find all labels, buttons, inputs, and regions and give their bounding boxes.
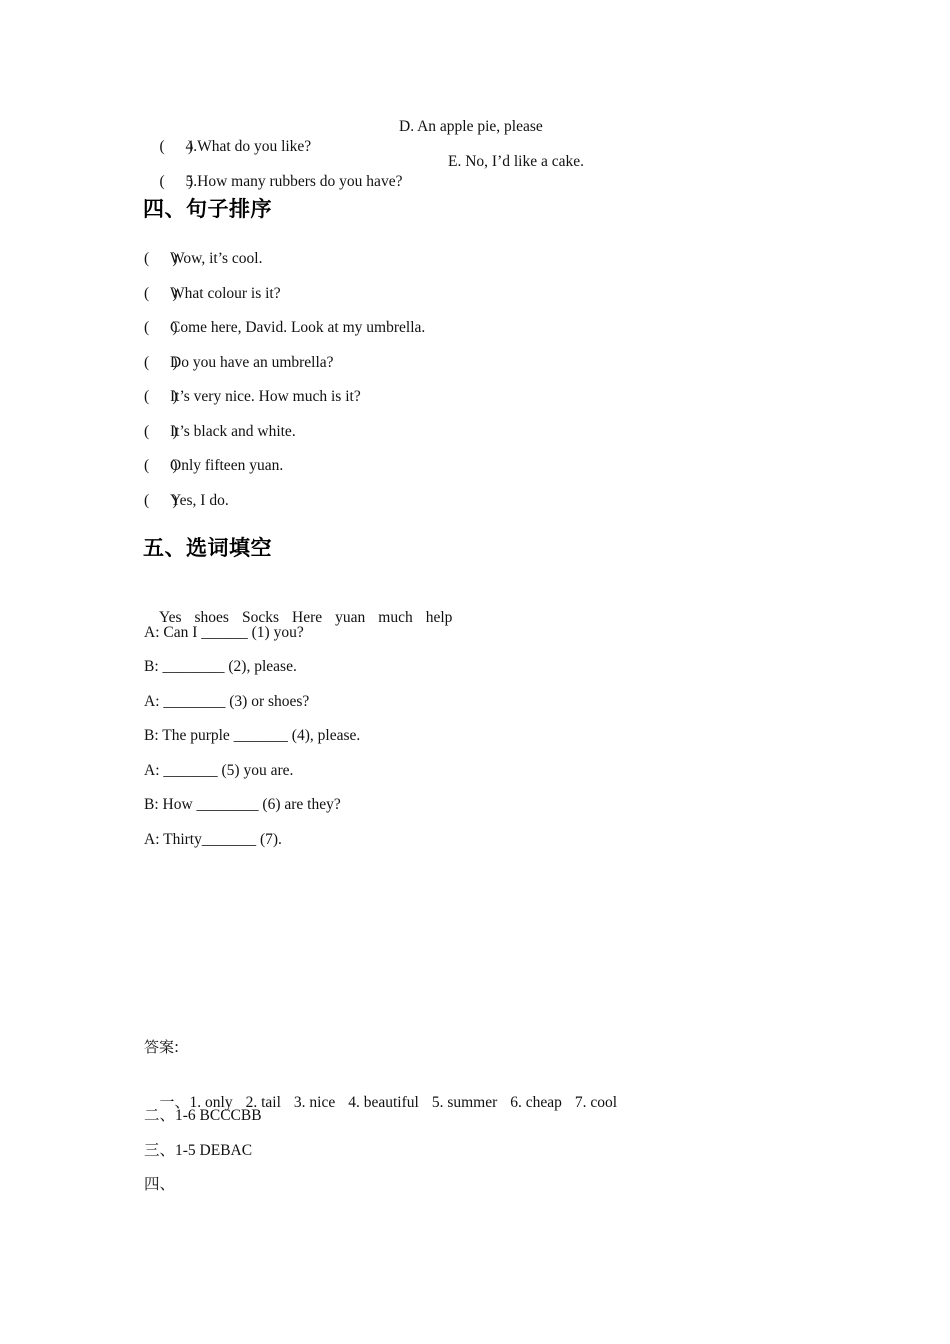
answer-paren: ( ) bbox=[144, 388, 178, 405]
answer-paren: ( ) bbox=[159, 173, 194, 190]
answer-paren: ( ) bbox=[144, 492, 178, 509]
answers-section4: 四、 bbox=[144, 1176, 176, 1193]
answer-paren: ( ) bbox=[144, 457, 178, 474]
answer-item: 4. beautiful bbox=[348, 1094, 419, 1111]
dialogue-line: A: ________ (3) or shoes? bbox=[144, 693, 310, 710]
dialogue-line: B: How ________ (6) are they? bbox=[144, 796, 341, 813]
word-bank-word: Here bbox=[292, 609, 323, 626]
answer-item: 7. cool bbox=[574, 1094, 618, 1111]
answer-item: 3. nice bbox=[293, 1094, 336, 1111]
answer-paren: ( ) bbox=[144, 319, 178, 336]
ordering-sentence: What colour is it? bbox=[170, 285, 281, 302]
ordering-sentence: It’s very nice. How much is it? bbox=[170, 388, 361, 405]
answer-item: 5. summer bbox=[431, 1094, 498, 1111]
answer-item: 6. cheap bbox=[510, 1094, 562, 1111]
ordering-item bbox=[144, 456, 283, 476]
ordering-item bbox=[144, 491, 229, 511]
answers-section2: 二、1-6 BCCCBB bbox=[144, 1107, 262, 1124]
ordering-sentence: It’s black and white. bbox=[170, 423, 296, 440]
dialogue-line: A: _______ (5) you are. bbox=[144, 762, 294, 779]
ordering-sentence: Wow, it’s cool. bbox=[170, 250, 263, 267]
ordering-sentence: Yes, I do. bbox=[170, 492, 229, 509]
dialogue-line: A: Thirty_______ (7). bbox=[144, 831, 282, 848]
word-bank-word: Yes bbox=[158, 609, 182, 626]
word-bank-word: Socks bbox=[241, 609, 279, 626]
ordering-sentence: Only fifteen yuan. bbox=[170, 457, 284, 474]
section4-title: 四、句子排序 bbox=[143, 197, 272, 221]
answer-item: 2. tail bbox=[245, 1094, 281, 1111]
answer-item: 1. only bbox=[189, 1094, 233, 1111]
ordering-item bbox=[144, 249, 262, 269]
answer-paren: ( ) bbox=[144, 285, 178, 302]
matching-option-d: D. An apple pie, please bbox=[399, 118, 543, 135]
ordering-item bbox=[144, 318, 425, 338]
answers-label: 答案: bbox=[144, 1038, 180, 1056]
matching-option-e: E. No, I’d like a cake. bbox=[448, 153, 584, 170]
word-bank-word: help bbox=[425, 609, 453, 626]
word-bank-word: shoes bbox=[194, 609, 229, 626]
answer-paren: ( ) bbox=[144, 354, 178, 371]
ordering-sentence: Come here, David. Look at my umbrella. bbox=[170, 319, 426, 336]
word-bank-word: much bbox=[378, 609, 413, 626]
ordering-sentence: Do you have an umbrella? bbox=[170, 354, 334, 371]
matching-question: 4.What do you like? bbox=[185, 138, 312, 155]
ordering-item bbox=[144, 387, 361, 407]
answers-section3: 三、1-5 DEBAC bbox=[144, 1142, 253, 1159]
answers-prefix: 一、 bbox=[159, 1093, 190, 1111]
section5-title: 五、选词填空 bbox=[143, 536, 272, 560]
dialogue-line: B: ________ (2), please. bbox=[144, 658, 297, 675]
dialogue-line: A: Can I ______ (1) you? bbox=[144, 624, 304, 641]
dialogue-line: B: The purple _______ (4), please. bbox=[144, 727, 361, 744]
ordering-item bbox=[144, 284, 281, 304]
answer-paren: ( ) bbox=[159, 138, 194, 155]
answer-paren: ( ) bbox=[144, 423, 178, 440]
matching-question: 5.How many rubbers do you have? bbox=[185, 173, 403, 190]
word-bank-word: yuan bbox=[335, 609, 366, 626]
ordering-item bbox=[144, 422, 296, 442]
answer-paren: ( ) bbox=[144, 250, 178, 267]
ordering-item bbox=[144, 353, 334, 373]
